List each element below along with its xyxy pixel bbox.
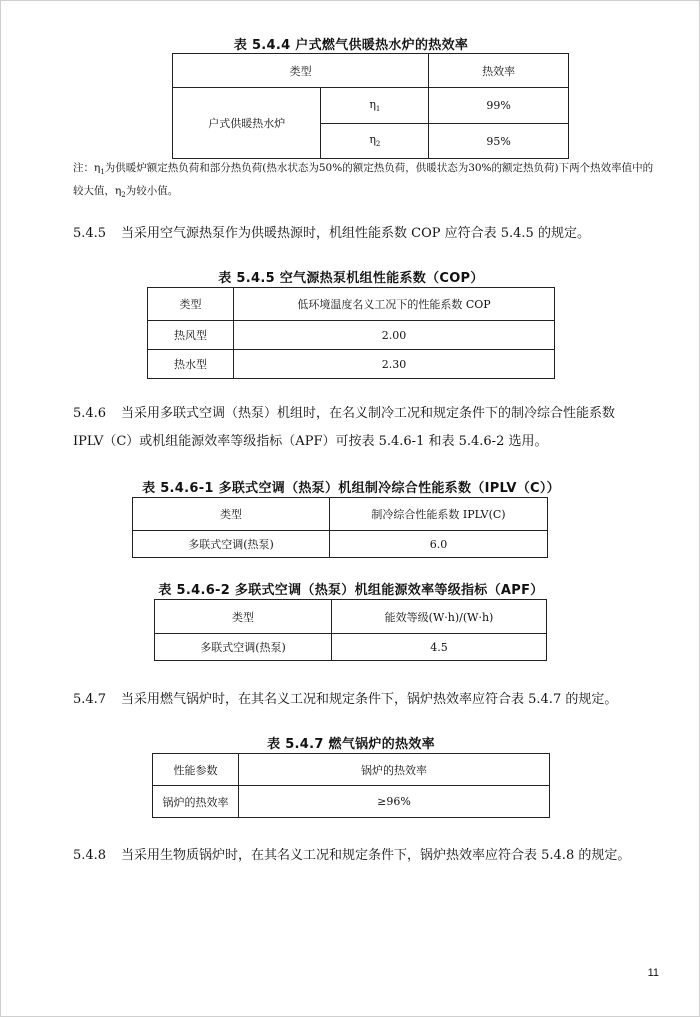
- table-547-row-value: ≥96%: [239, 786, 550, 818]
- clause-548-number: 5.4.8: [73, 848, 107, 863]
- table-547-caption: 表 5.4.7 燃气锅炉的热效率: [267, 737, 435, 752]
- clause-546: [73, 402, 673, 454]
- table-544-eta1-value: 99%: [429, 88, 569, 124]
- table-544-header-type: 类型: [173, 54, 429, 88]
- table-545-caption: 表 5.4.5 空气源热泵机组性能系数（COP）: [218, 271, 484, 286]
- clause-545: [73, 222, 590, 246]
- table-545-header-type: 类型: [148, 288, 234, 321]
- table-5462-row-value: 4.5: [332, 634, 547, 661]
- table-544-row-label: 户式供暖热水炉: [173, 88, 321, 159]
- table-544: [172, 53, 569, 159]
- clause-546-number: 5.4.6: [73, 406, 107, 421]
- table-545-row-type: 热水型: [148, 350, 234, 379]
- clause-545-number: 5.4.5: [73, 226, 107, 241]
- clause-546-line1: 当采用多联式空调（热泵）机组时，在名义制冷工况和规定条件下的制冷综合性能系数: [121, 406, 616, 421]
- table-547-header-param: 性能参数: [153, 754, 239, 786]
- clause-547-number: 5.4.7: [73, 692, 107, 707]
- table-5462-header-type: 类型: [155, 600, 332, 634]
- clause-548-text: 当采用生物质锅炉时，在其名义工况和规定条件下，锅炉热效率应符合表 5.4.8 的规定。: [121, 848, 631, 863]
- table-5461-header-value: 制冷综合性能系数 IPLV(C): [330, 498, 548, 531]
- table-547-row-param: 锅炉的热效率: [153, 786, 239, 818]
- table-547: [152, 753, 550, 818]
- table-545: [147, 287, 555, 379]
- table-544-eta1: $\eta_1$: [321, 88, 429, 124]
- table-5461-row-type: 多联式空调(热泵): [133, 531, 330, 558]
- page-number: 11: [647, 967, 659, 979]
- table-545-row-type: 热风型: [148, 321, 234, 350]
- clause-545-text: 当采用空气源热泵作为供暖热源时，机组性能系数 COP 应符合表 5.4.5 的规定。: [121, 226, 590, 241]
- table-545-row-value: 2.00: [234, 321, 555, 350]
- table-544-note: 注：$\eta_1$为供暖炉额定热负荷和部分热负荷(热水状态为50%的额定热负荷，供暖状态为30%的额定热负荷)下两个热效率值中的较大值，$\eta_2$为较小值。: [73, 162, 654, 200]
- table-544-header-eff: 热效率: [429, 54, 569, 88]
- table-5461-caption: 表 5.4.6-1 多联式空调（热泵）机组制冷综合性能系数（IPLV（C））: [142, 481, 560, 496]
- table-545-header-cop: 低环境温度名义工况下的性能系数 COP: [234, 288, 555, 321]
- table-544-eta2-value: 95%: [429, 124, 569, 159]
- table-5461-row-value: 6.0: [330, 531, 548, 558]
- table-5461: [132, 497, 548, 558]
- clause-547-text: 当采用燃气锅炉时，在其名义工况和规定条件下，锅炉热效率应符合表 5.4.7 的规定。: [121, 692, 618, 707]
- clause-547: [73, 688, 617, 712]
- table-5461-header-type: 类型: [133, 498, 330, 531]
- table-544-eta2: $\eta_2$: [321, 124, 429, 159]
- table-545-row-value: 2.30: [234, 350, 555, 379]
- table-5462: [154, 599, 547, 661]
- table-5462-row-type: 多联式空调(热泵): [155, 634, 332, 661]
- table-544-caption: 表 5.4.4 户式燃气供暖热水炉的热效率: [233, 38, 469, 53]
- clause-548: [73, 844, 630, 868]
- table-5462-caption: 表 5.4.6-2 多联式空调（热泵）机组能源效率等级指标（APF）: [158, 583, 544, 598]
- table-547-header-value: 锅炉的热效率: [239, 754, 550, 786]
- clause-546-line2: IPLV（C）或机组能源效率等级指标（APF）可按表 5.4.6-1 和表 5.4.6-2 选用。: [73, 434, 548, 449]
- table-5462-header-value: 能效等级(W·h)/(W·h): [332, 600, 547, 634]
